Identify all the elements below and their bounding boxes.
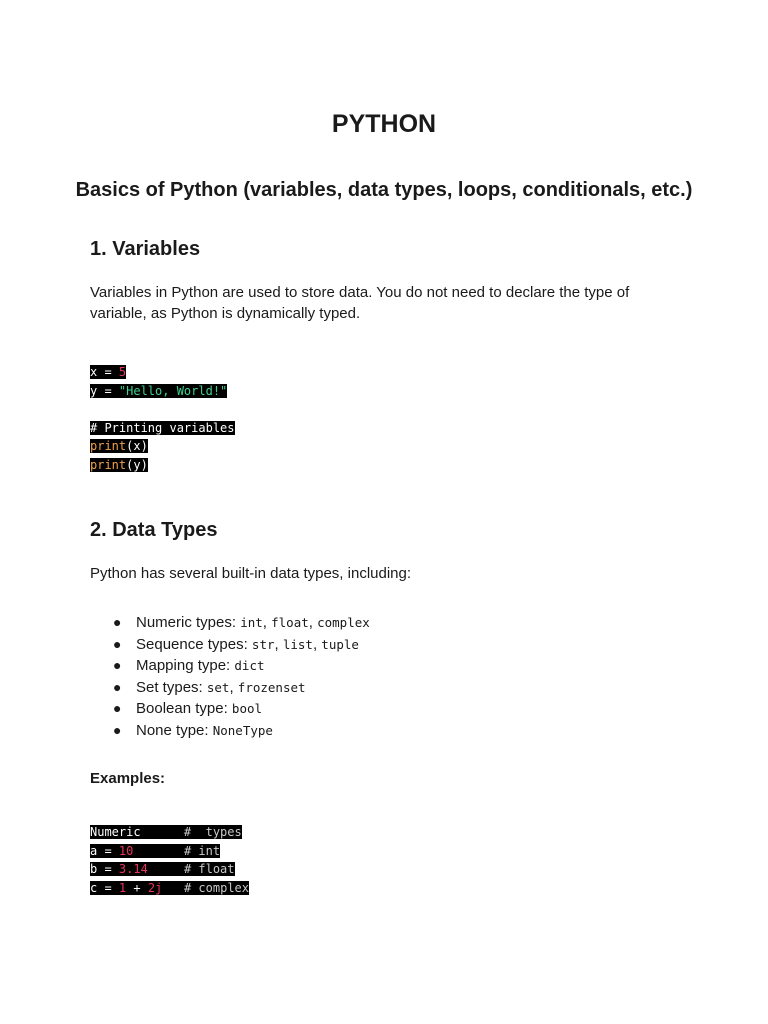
section-heading-variables: 1. Variables — [90, 238, 201, 260]
code-line — [90, 419, 235, 438]
list-item — [113, 698, 370, 720]
code-function: print — [90, 457, 127, 472]
bullet-icon: ● — [113, 700, 122, 717]
examples-label: Examples: — [90, 770, 166, 787]
code-number: 5 — [118, 365, 127, 379]
code-function: print — [90, 439, 127, 454]
bullet-icon: ● — [113, 657, 122, 674]
list-separator: , — [308, 614, 313, 631]
code-block-variables — [90, 363, 235, 475]
list-item — [113, 655, 370, 677]
code-line — [90, 823, 249, 842]
data-types-list — [113, 612, 370, 742]
code-comment: # types — [183, 825, 242, 839]
code-comment: # complex — [183, 880, 249, 895]
code-line — [90, 437, 235, 456]
code-comment: # int — [183, 843, 221, 858]
code-text: c = — [90, 880, 119, 895]
list-item-label: Sequence types: — [136, 635, 248, 653]
code-text: b = — [90, 862, 119, 877]
type-name: set — [206, 679, 230, 695]
list-separator: , — [229, 678, 234, 696]
list-item — [113, 634, 370, 656]
list-item-label: Numeric types: — [136, 614, 237, 631]
bullet-icon: ● — [113, 614, 122, 630]
code-space — [133, 844, 184, 858]
type-name: list — [282, 636, 313, 652]
code-text: + — [126, 880, 148, 895]
list-item-label: Mapping type: — [136, 657, 231, 675]
code-line — [90, 456, 235, 475]
page-subtitle: Basics of Python (variables, data types, loops, conditionals, etc.) — [75, 179, 693, 201]
code-text: (y) — [126, 457, 148, 472]
list-item — [113, 612, 370, 634]
variables-description: Variables in Python are used to store data. You do not need to declare the type of variable, as Python is dynamically typed. — [90, 284, 630, 322]
code-number: 3.14 — [118, 862, 148, 877]
code-space — [162, 881, 184, 895]
bullet-icon: ● — [113, 635, 122, 652]
list-item — [113, 677, 370, 699]
type-name: complex — [317, 615, 370, 630]
type-name: int — [240, 615, 263, 630]
code-space — [148, 862, 184, 876]
code-number: 10 — [118, 843, 134, 858]
code-line — [90, 879, 249, 898]
list-item — [113, 720, 370, 742]
code-comment: # float — [183, 862, 235, 877]
code-text: x = — [90, 365, 119, 379]
code-line — [90, 382, 235, 401]
page-title: PYTHON — [331, 110, 437, 138]
code-number: 1 — [118, 880, 127, 895]
code-line — [90, 842, 249, 861]
code-line — [90, 363, 235, 382]
type-name: float — [271, 615, 309, 630]
list-separator: , — [262, 614, 267, 631]
list-separator: , — [312, 635, 318, 653]
type-name: bool — [231, 701, 263, 717]
code-text: (x) — [126, 439, 148, 454]
code-line — [90, 860, 249, 879]
type-name: tuple — [321, 636, 359, 652]
code-number: 2j — [147, 880, 163, 895]
code-string: "Hello, World!" — [118, 383, 228, 398]
type-name: dict — [234, 658, 265, 674]
type-name: str — [251, 636, 275, 652]
bullet-icon: ● — [113, 678, 122, 695]
code-text: y = — [90, 383, 119, 398]
code-blank-line — [90, 400, 235, 419]
list-separator: , — [274, 635, 279, 653]
list-item-label: None type: — [136, 721, 209, 739]
section-heading-data-types: 2. Data Types — [90, 519, 218, 541]
code-block-data-types — [90, 823, 249, 897]
code-comment: # Printing variables — [90, 420, 235, 435]
code-text: a = — [90, 843, 119, 858]
type-name: NoneType — [212, 722, 273, 738]
data-types-description: Python has several built-in data types, including: — [90, 565, 412, 582]
list-item-label: Boolean type: — [136, 700, 228, 718]
code-text: Numeric — [90, 825, 184, 839]
type-name: frozenset — [237, 679, 306, 695]
bullet-icon: ● — [113, 721, 122, 738]
list-item-label: Set types: — [136, 678, 203, 696]
